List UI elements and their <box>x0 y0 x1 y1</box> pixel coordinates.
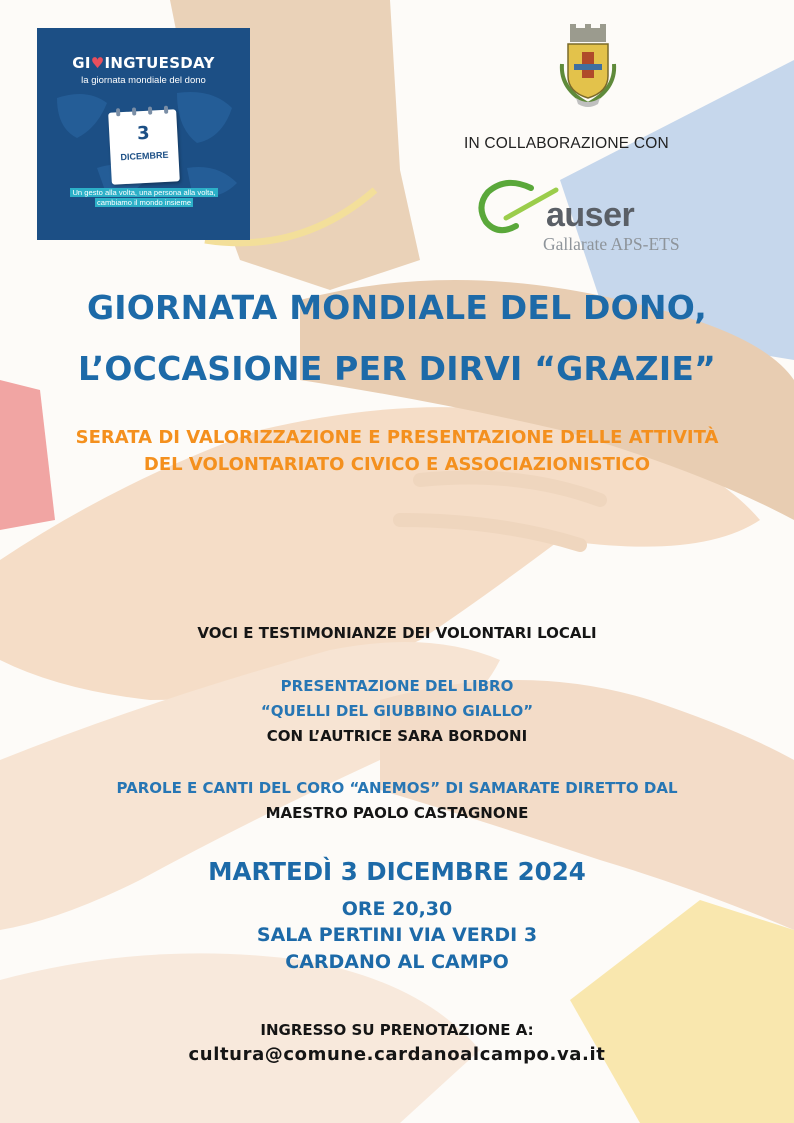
giving-tuesday-title: GI♥INGTUESDAY <box>72 54 215 72</box>
event-city: CARDANO AL CAMPO <box>285 951 509 973</box>
heart-icon: ♥ <box>90 54 105 72</box>
book-presentation-line-3: CON L’AUTRICE SARA BORDONI <box>266 727 528 745</box>
collaboration-label: IN COLLABORAZIONE CON <box>464 135 669 152</box>
subtitle-line-2: DEL VOLONTARIATO CIVICO E ASSOCIAZIONISTICO <box>143 454 651 475</box>
choir-line-1: PAROLE E CANTI DEL CORO “ANEMOS” DI SAMARATE DIRETTO DAL <box>116 779 678 797</box>
book-presentation-line-2: “QUELLI DEL GIUBBINO GIALLO” <box>260 702 534 720</box>
giving-tuesday-badge <box>37 28 250 240</box>
calendar-day: 3 <box>136 122 151 145</box>
book-presentation-line-1: PRESENTAZIONE DEL LIBRO <box>280 677 514 695</box>
main-title-line-2: L’OCCASIONE PER DIRVI “GRAZIE” <box>78 349 716 388</box>
main-title-line-1: GIORNATA MONDIALE DEL DONO, <box>87 288 707 327</box>
giving-tuesday-slogan: Un gesto alla volta, una persona alla volta, cambiamo il mondo insieme <box>72 188 216 207</box>
event-venue: SALA PERTINI VIA VERDI 3 <box>256 924 538 946</box>
program-voices: VOCI E TESTIMONIANZE DEI VOLONTARI LOCALI <box>197 624 597 642</box>
auser-logo <box>476 174 706 256</box>
municipal-coat-of-arms-icon <box>554 24 622 110</box>
calendar-icon <box>108 109 180 184</box>
subtitle-line-1: SERATA DI VALORIZZAZIONE E PRESENTAZIONE DELLE ATTIVITÀ <box>75 427 719 448</box>
giving-tuesday-subtitle: la giornata mondiale del dono <box>81 75 206 86</box>
auser-subtitle: Gallarate APS-ETS <box>543 234 680 254</box>
booking-email-link[interactable]: cultura@comune.cardanoalcampo.va.it <box>188 1044 606 1065</box>
choir-line-2: MAESTRO PAOLO CASTAGNONE <box>265 804 529 822</box>
event-time: ORE 20,30 <box>341 898 453 920</box>
event-date: MARTEDÌ 3 DICEMBRE 2024 <box>208 857 586 886</box>
auser-name: auser <box>546 196 635 234</box>
booking-label: INGRESSO SU PRENOTAZIONE A: <box>260 1021 534 1039</box>
calendar-month: DICEMBRE <box>120 149 169 163</box>
